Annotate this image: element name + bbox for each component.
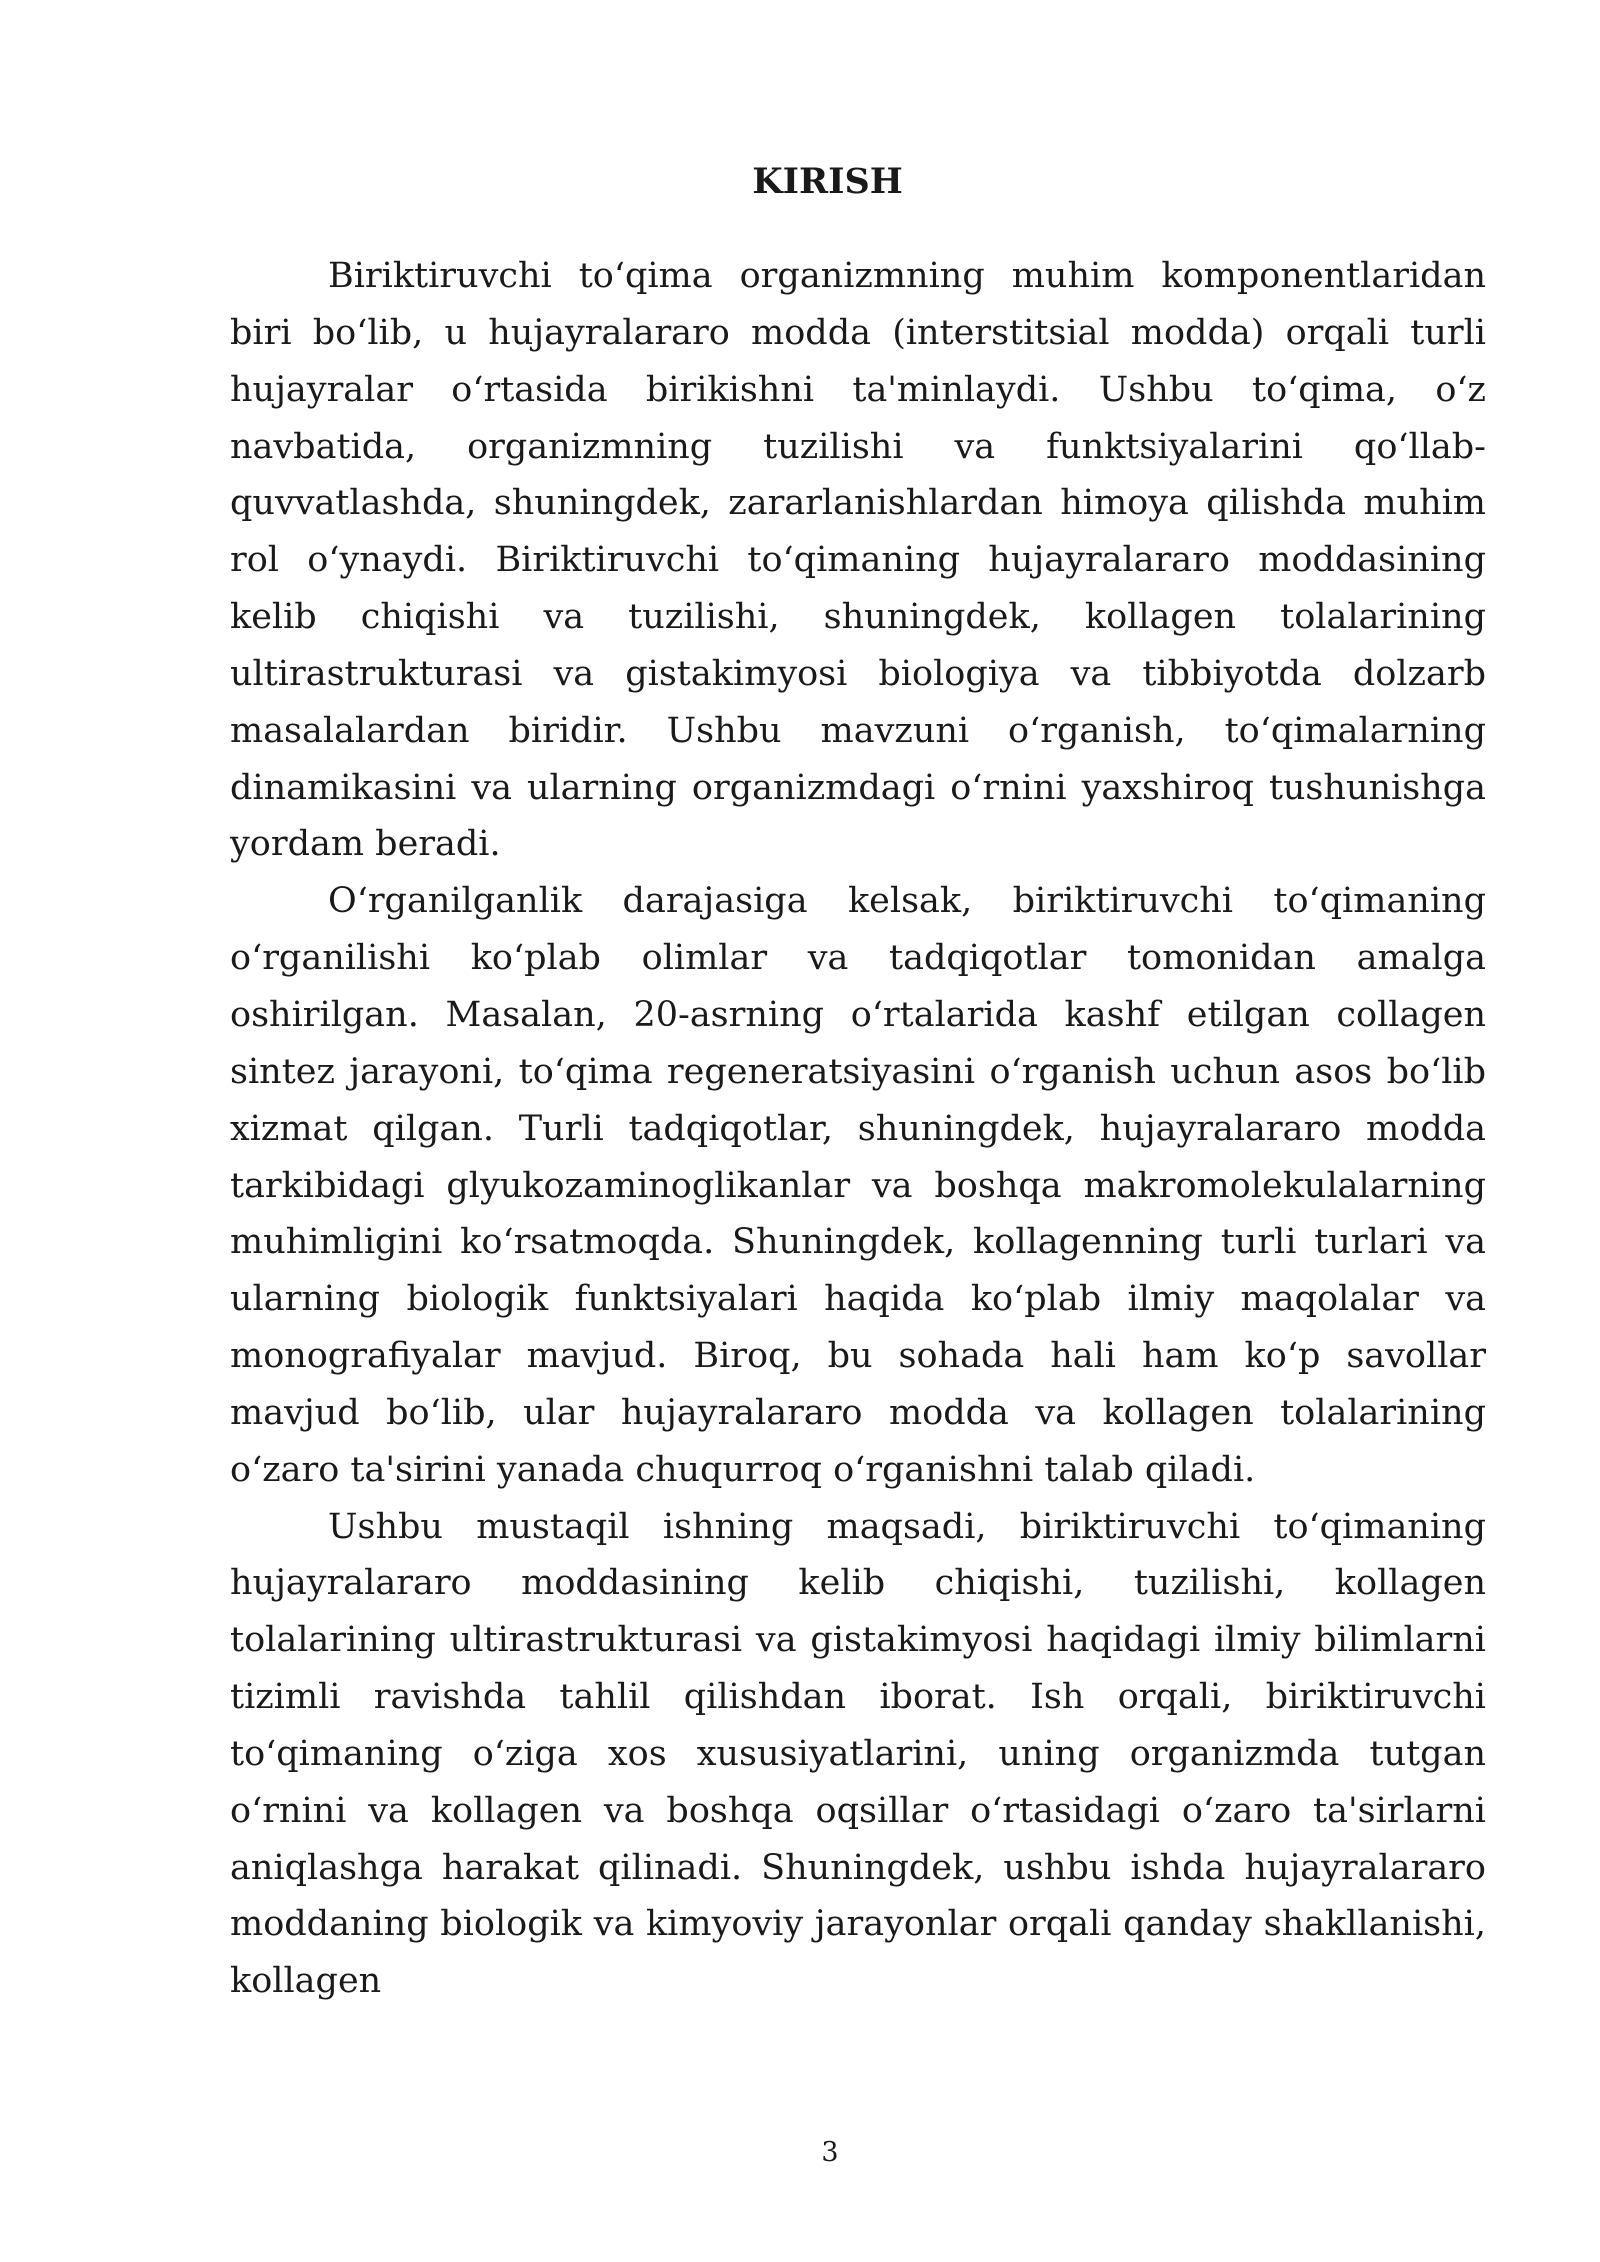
paragraph-goal: Ushbu mustaqil ishning maqsadi, biriktiruvchi toʻqimaning hujayralararo moddasining kelib chiqishi, tuzilishi, kollagen tolalarining ultirastrukturasi va gistakimyosi haqidagi ilmiy bilimlarni tizimli ravishda tahlil qilishdan iborat. Ish orqali, biriktiruvchi toʻqimaning oʻziga xos xususiyatlarini, uning organizmda tutgan oʻrnini va kollagen va boshqa oqsillar oʻrtasidagi oʻzaro ta'sirlarni aniqlashga harakat qilinadi. Shuningdek, ushbu ishda hujayralararo moddaning biologik va kimyoviy jarayonlar orqali qanday shakllanishi, kollagen <box>230 1506 1486 2002</box>
page-number: 3 <box>821 2137 839 2168</box>
body-text <box>230 248 1486 2010</box>
paragraph-intro: Biriktiruvchi toʻqima organizmning muhim komponentlaridan biri boʻlib, u hujayralararo modda (interstitsial modda) orqali turli hujayralar oʻrtasida birikishni ta'minlaydi. Ushbu toʻqima, oʻz navbatida, organizmning tuzilishi va funktsiyalarini qoʻllab-quvvatlashda, shuningdek, zararlanishlardan himoya qilishda muhim rol oʻynaydi. Biriktiruvchi toʻqimaning hujayralararo moddasining kelib chiqishi va tuzilishi, shuningdek, kollagen tolalarining ultirastrukturasi va gistakimyosi biologiya va tibbiyotda dolzarb masalalardan biridir. Ushbu mavzuni oʻrganish, toʻqimalarning dinamikasini va ularning organizmdagi oʻrnini yaxshiroq tushunishga yordam beradi. <box>230 256 1486 865</box>
paragraph-research-state: Oʻrganilganlik darajasiga kelsak, biriktiruvchi toʻqimaning oʻrganilishi koʻplab olimlar va tadqiqotlar tomonidan amalga oshirilgan. Masalan, 20-asrning oʻrtalarida kashf etilgan collagen sintez jarayoni, toʻqima regeneratsiyasini oʻrganish uchun asos boʻlib xizmat qilgan. Turli tadqiqotlar, shuningdek, hujayralararo modda tarkibidagi glyukozaminoglikanlar va boshqa makromolekulalarning muhimligini koʻrsatmoqda. Shuningdek, kollagenning turli turlari va ularning biologik funktsiyalari haqida koʻplab ilmiy maqolalar va monografiyalar mavjud. Biroq, bu sohada hali ham koʻp savollar mavjud boʻlib, ular hujayralararo modda va kollagen tolalarining oʻzaro ta'sirini yanada chuqurroq oʻrganishni talab qiladi. <box>230 881 1486 1490</box>
page-title: KIRISH <box>752 161 903 202</box>
